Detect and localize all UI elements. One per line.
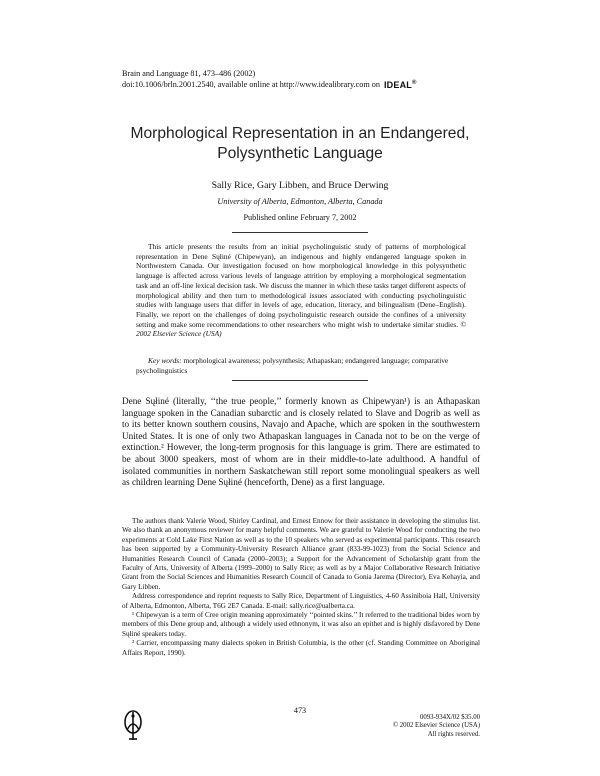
abstract-text: This article presents the results from an initial psycholinguistic study of patterns of morphological representation in Dene Sųłiné (Chipewyan), an indigenous and highly endangered language spoken in Northwestern Canada. Our investigation focused on how morphological knowledge in this polysynthetic language is affected across various levels of language attrition by employing a morphological segmentation task and an off-line lexical decision task. We discuss the manner in which these tasks target different aspects of morphological ability and then turn to methodological issues associated with conducting psycholinguistic studies with language users that differ in levels of age, education, literacy, and bilingualism (Dene–English). Finally, we report on the challenges of doing psycholinguistic research outside the confines of a university setting and make some recommendations to other researchers who might wish to undertake similar studies. [136, 242, 466, 329]
page-number: 473 [293, 706, 307, 715]
divider-top [232, 232, 368, 233]
footnote-address: Address correspondence and reprint requests to Sally Rice, Department of Linguistics, 4-60 Assiniboia Hall, University of Alberta, Edmonton, Alberta, T6G 2E7 Canada. E-mail: sally.rice@ualberta.ca. [122, 592, 480, 610]
published-date: Published online February 7, 2002 [243, 213, 357, 222]
affiliation: University of Alberta, Edmonton, Alberta, Canada [217, 197, 383, 206]
keywords-label: Key words: [148, 356, 182, 365]
academic-press-logo-icon [122, 708, 144, 744]
footnote-acknowledgment: The authors thank Valerie Wood, Shirley Cardinal, and Ernest Ennow for their assistance in developing the stimulus list. We also thank an anonymous reviewer for many helpful comments. We are grateful to Valerie Wood for conducting the two experiments at Cold Lake First Nation as well as to the 10 speakers who served as experimental participants. This research has been supported by a Community-University Research Alliance grant (833-99-1023) from the Social Science and Humanities Research Council of Canada (2000–2003); a Support for the Advancement of Scholarship grant from the Faculty of Arts, University of Alberta (1999–2000) to Sally Rice; as well as by a Major Collaborative Research Initiative Grant from the Social Sciences and Humanities Research Council of Canada to Gonia Jarema (Director), Eva Kehayia, and Gary Libben. [122, 517, 480, 591]
imprint-copyright: © 2002 Elsevier Science (USA) [392, 722, 480, 730]
article-title [100, 124, 500, 164]
title-line-1: Morphological Representation in an Endangered, [130, 125, 470, 142]
ideal-logo-icon: IDEAL® [383, 80, 417, 90]
doi-line [122, 79, 482, 91]
footnote-2: ² Carrier, encompassing many dialects spoken in British Columbia, is the other (cf. Standing Committee on Aboriginal Affairs Report, 1990). [122, 639, 480, 657]
doi-text[interactable]: doi:10.1006/brln.2001.2540, available online at http://www.idealibrary.com on [122, 80, 380, 89]
footnotes [122, 517, 480, 658]
issn-price: 0093-934X/02 $35.00 [419, 714, 480, 721]
title-line-2: Polysynthetic Language [217, 145, 383, 162]
imprint [372, 714, 480, 739]
journal-header [122, 68, 482, 91]
keywords-text: morphological awareness; polysynthesis; Athapaskan; endangered language; comparative psycholinguistics [136, 356, 449, 375]
keywords [136, 356, 466, 375]
divider-bottom [232, 380, 368, 381]
body-paragraph: Dene Sųłiné (literally, ‘‘the true people,’’ formerly known as Chipewyan¹) is an Athapaskan language spoken in the Canadian subarctic and is closely related to Slave and Dogrib as well as to its better known southern cousins, Navajo and Apache, which are spoken in the southwestern United States. It is one of only two Athapaskan languages in Canada not to be on the verge of extinction.² However, the long-term prognosis for this language is grim. There are estimated to be about 3000 speakers, most of whom are in their middle-to-late adulthood. A handful of isolated communities in northern Saskatchewan still report some monolingual speakers as well as children learning Dene Sųłiné (henceforth, Dene) as a first language. [122, 396, 480, 488]
abstract [136, 242, 466, 339]
footnote-1: ¹ Chipewyan is a term of Cree origin meaning approximately ‘‘pointed skins.’’ It referred to the traditional bides worn by members of this Dene group and, although a widely used ethnonym, it was also an epithet and is highly disfavored by Dene Sųłiné speakers today. [122, 611, 480, 638]
rights-reserved: All rights reserved. [427, 730, 480, 738]
abstract-copyright: © 2002 Elsevier Science (USA) [136, 319, 466, 339]
journal-citation: Brain and Language 81, 473–486 (2002) [122, 69, 256, 78]
author-list: Sally Rice, Gary Libben, and Bruce Derwing [211, 180, 389, 191]
